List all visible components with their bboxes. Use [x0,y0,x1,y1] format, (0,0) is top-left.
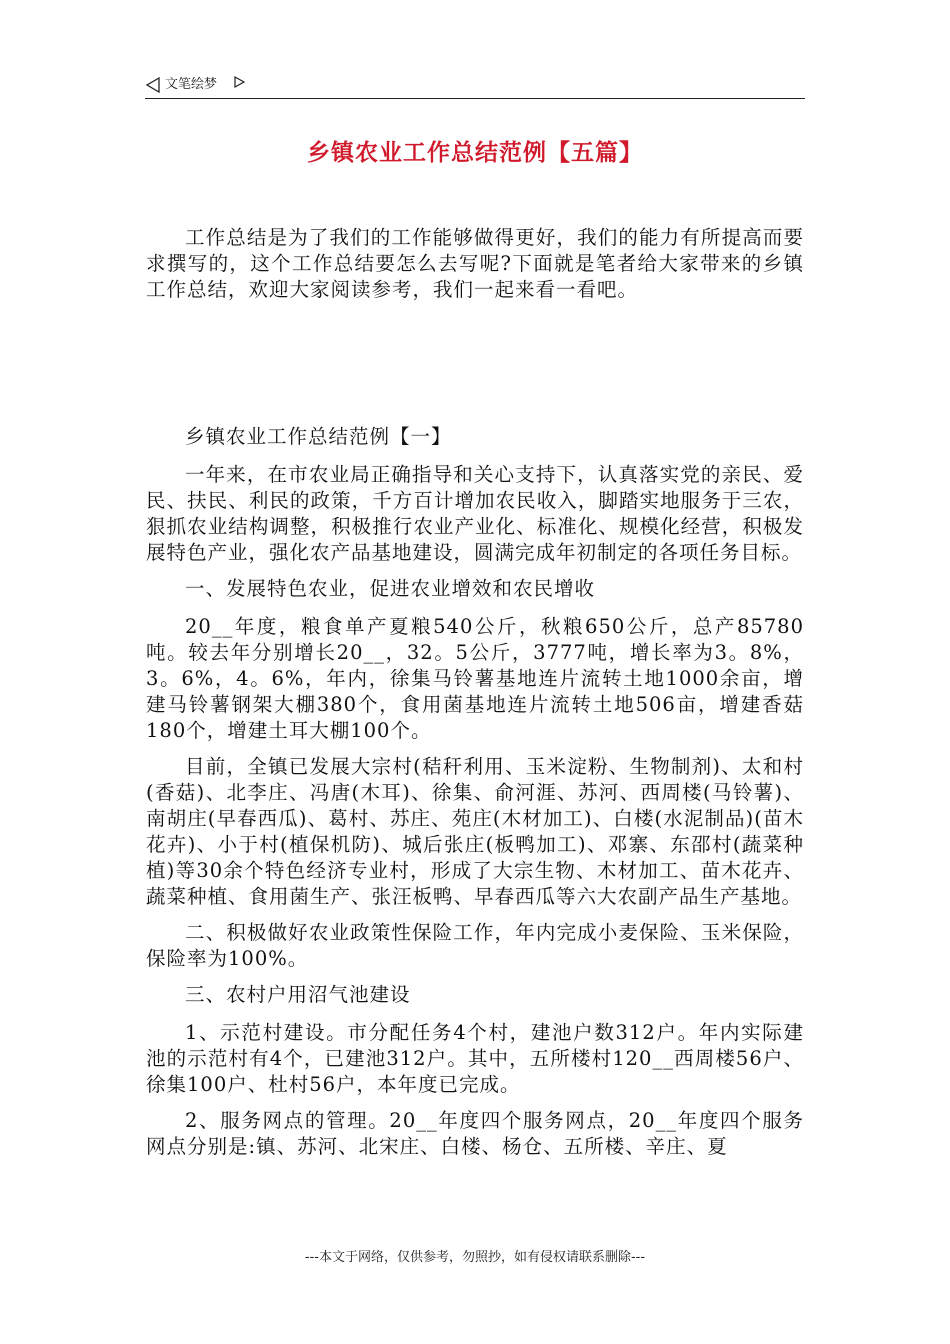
subheading: 三、农村户用沼气池建设 [185,983,411,1006]
intro-section [146,225,804,303]
triangle-left-outline-icon [145,77,161,93]
paragraph: 目前，全镇已发展大宗村(秸秆利用、玉米淀粉、生物制剂)、太和村(香菇)、北李庄、冯唐(木耳)、徐集、俞河涯、苏河、西周楼(马铃薯)、南胡庄(早春西瓜)、葛村、苏庄、苑庄(木材加工)、白楼(水泥制品)(苗木花卉)、小于村(植保机防)、城后张庄(板鸭加工)、邓寨、东邵村(蔬菜种植)等30余个特色经济专业村，形成了大宗生物、木材加工、苗木花卉、蔬菜种植、食用菌生产、张汪板鸭、早春西瓜等六大农副产品生产基地。 [146,755,804,908]
paragraph: 一年来，在市农业局正确指导和关心支持下，认真落实党的亲民、爱民、扶民、利民的政策，千方百计增加农民收入，脚踏实地服务于三农，狠抓农业结构调整，积极推行农业产业化、标准化、规模化经营，积极发展特色产业，强化农产品基地建设，圆满完成年初制定的各项任务目标。 [146,463,804,564]
subheading: 一、发展特色农业，促进农业增效和农民增收 [185,577,596,600]
brand-name: 文笔绘梦 [165,77,218,92]
footer-disclaimer: ---本文于网络，仅供参考，勿照抄，如有侵权请联系删除--- [304,1250,646,1265]
paragraph: 二、积极做好农业政策性保险工作，年内完成小麦保险、玉米保险，保险率为100%。 [146,921,804,970]
paragraph: 20__年度，粮食单产夏粮540公斤，秋粮650公斤，总产85780吨。较去年分别增长20__，32。5公斤，3777吨，增长率为3。8%，3。6%，4。6%，年内，徐集马铃薯基地连片流转土地1000余亩，增建马铃薯钢架大棚380个，食用菌基地连片流转土地506亩，增建香菇180个，增建土耳大棚100个。 [146,615,804,742]
paragraph: 2、服务网点的管理。20__年度四个服务网点，20__年度四个服务网点分别是:镇、苏河、北宋庄、白楼、杨仓、五所楼、辛庄、夏 [146,1109,804,1158]
intro-paragraph: 工作总结是为了我们的工作能够做得更好，我们的能力有所提高而要求撰写的，这个工作总结要怎么去写呢?下面就是笔者给大家带来的乡镇工作总结，欢迎大家阅读参考，我们一起来看一看吧。 [146,226,804,301]
main-section [146,424,804,1170]
page-header [145,74,805,99]
paragraph: 1、示范村建设。市分配任务4个村，建池户数312户。年内实际建池的示范村有4个，已建池312户。其中，五所楼村120__西周楼56户、徐集100户、杜村56户，本年度已完成。 [146,1021,804,1096]
section-title: 乡镇农业工作总结范例【一】 [185,425,452,448]
document-title: 乡镇农业工作总结范例【五篇】 [307,140,643,166]
triangle-right-outline-icon [233,76,245,88]
